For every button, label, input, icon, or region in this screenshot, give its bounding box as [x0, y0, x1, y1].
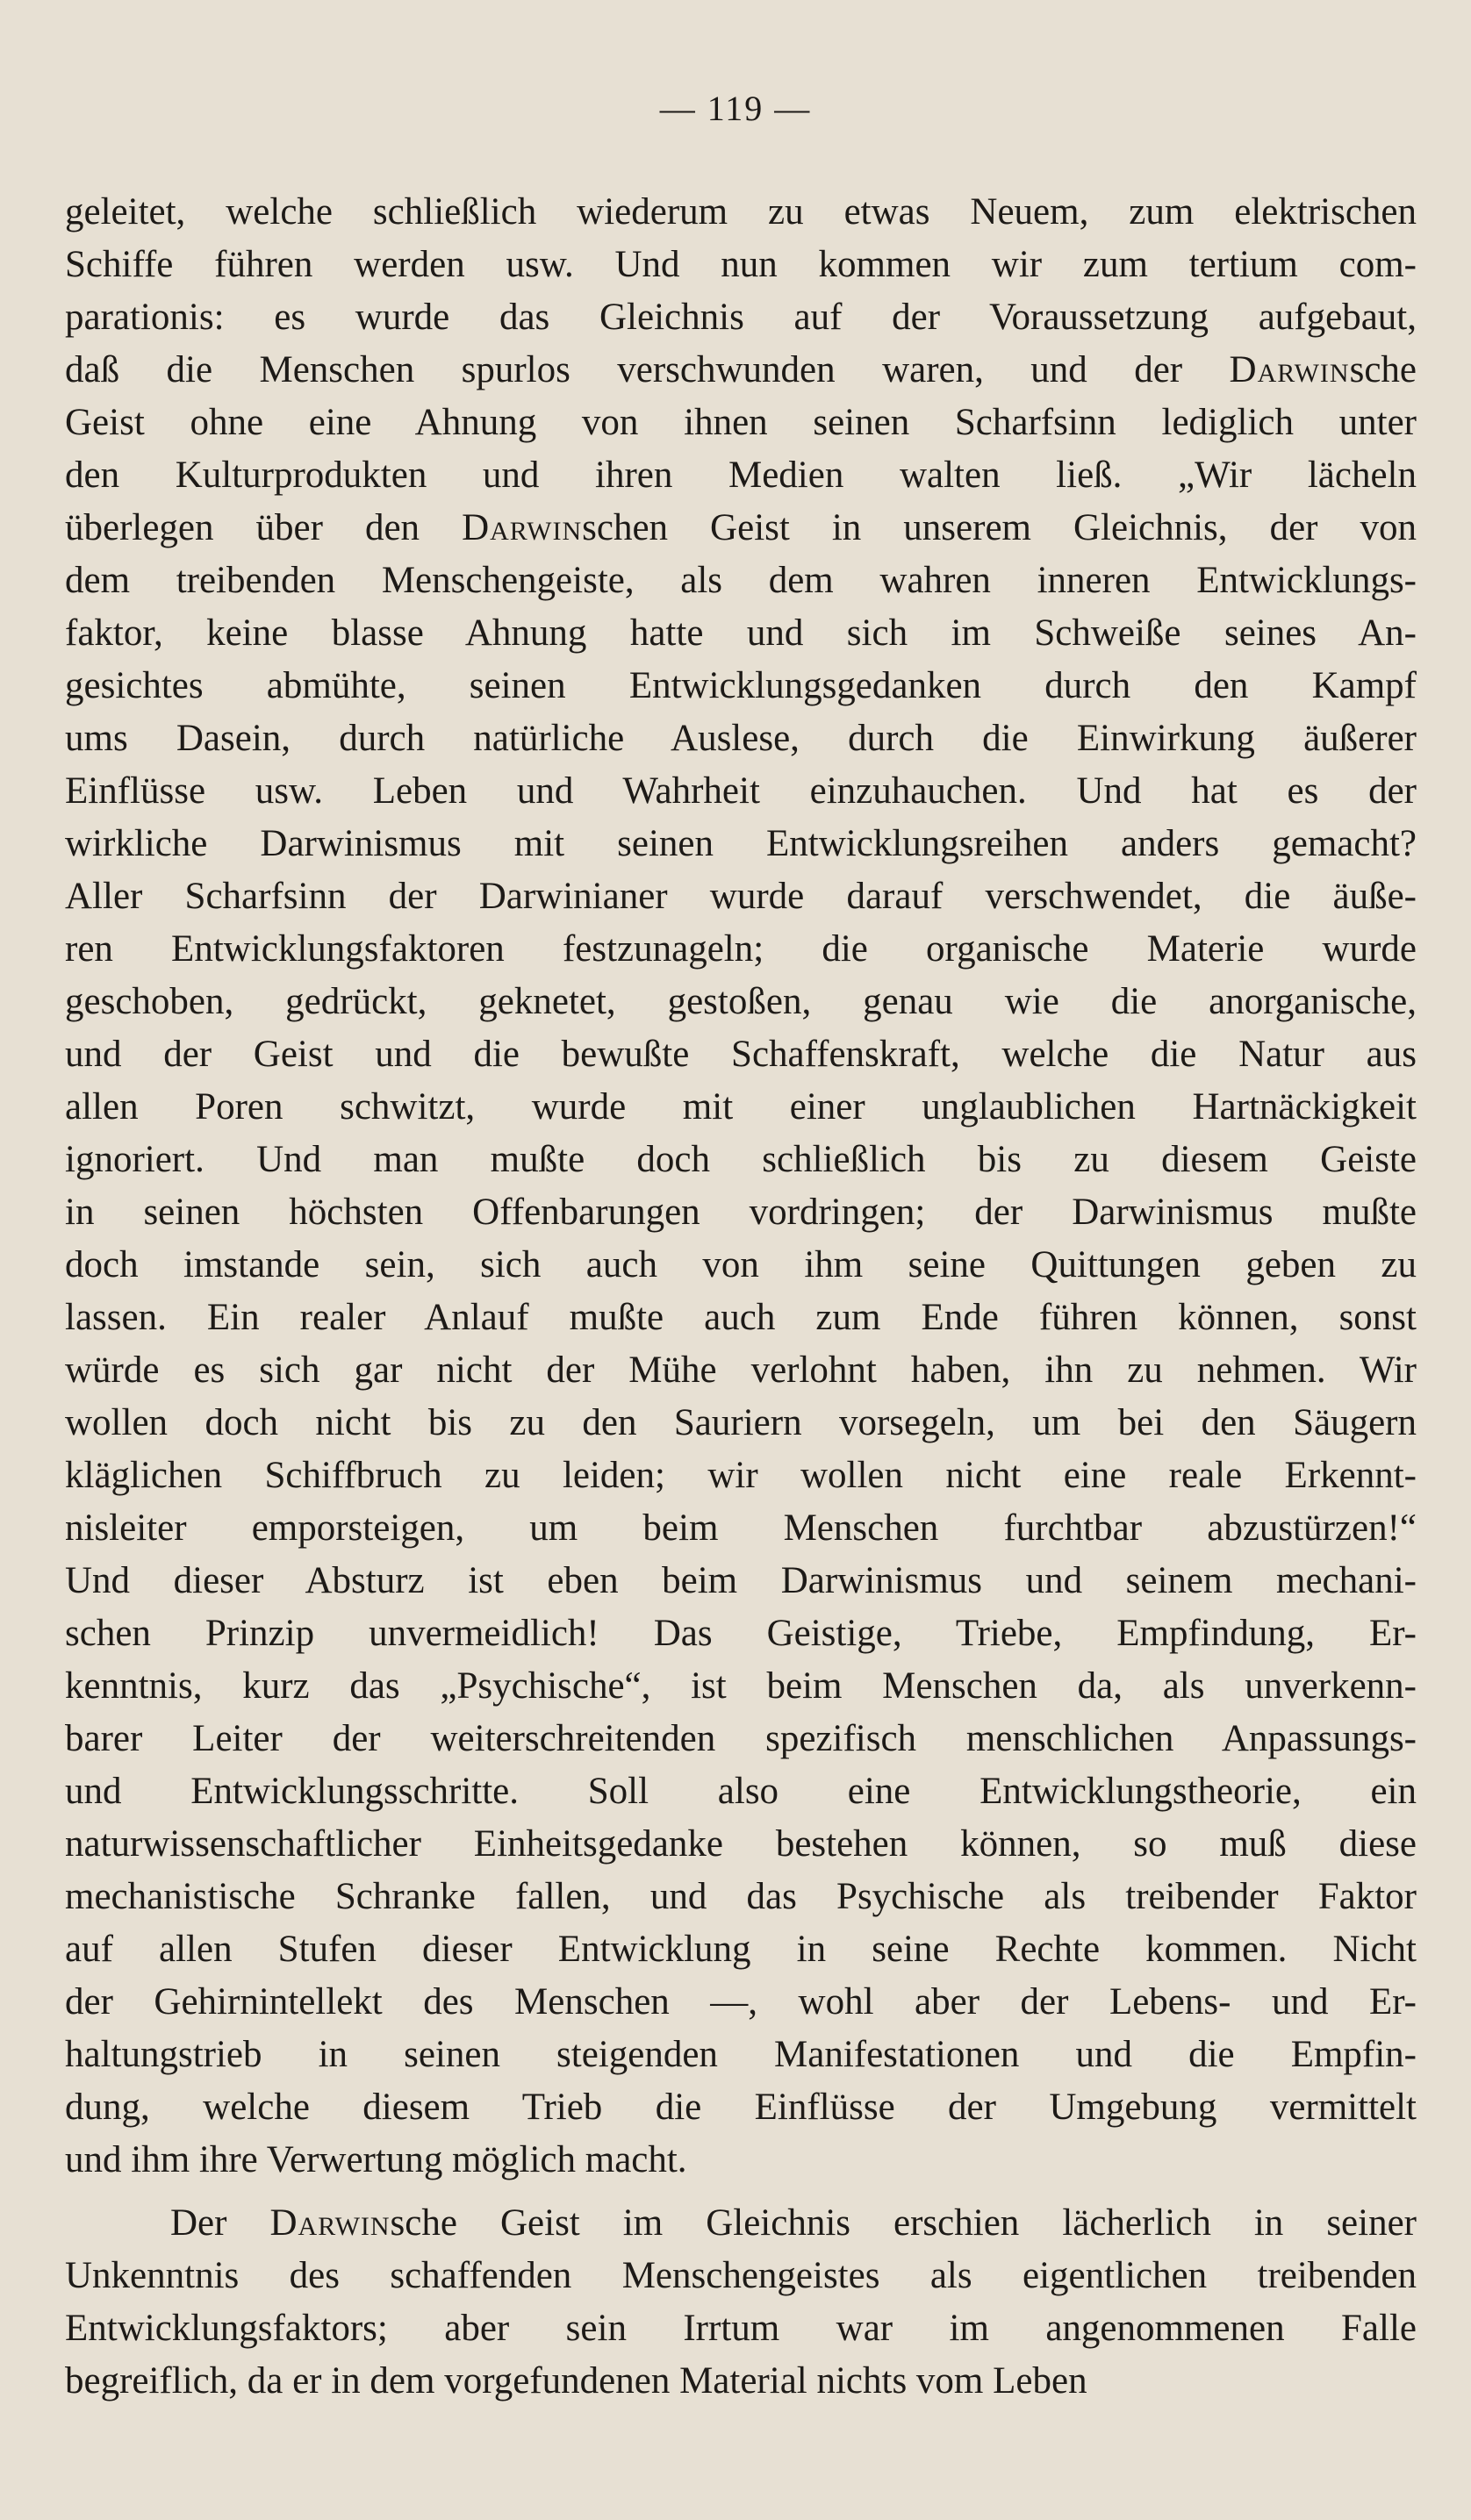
body-text: [65, 186, 1417, 2408]
text-line: nisleiter emporsteigen, um beim Menschen furchtbar abzustürzen!“: [65, 1507, 1417, 1549]
text-line: und der Geist und die bewußte Schaffenskraft, welche die Natur aus: [65, 1034, 1417, 1075]
author-name-smallcaps: Darwin: [269, 2202, 391, 2244]
paragraph-1: [65, 186, 1417, 2187]
text-line: Schiffe führen werden usw. Und nun kommen wir zum tertium com-: [65, 244, 1417, 285]
text-line: parationis: es wurde das Gleichnis auf der Voraussetzung aufgebaut,: [65, 297, 1417, 338]
text-line: der Gehirnintellekt des Menschen —, wohl aber der Lebens- und Er-: [65, 1981, 1417, 2022]
text-line: Geist ohne eine Ahnung von ihnen seinen Scharfsinn lediglich unter: [65, 402, 1417, 443]
text-line: Der Darwinsche Geist im Gleichnis erschien lächerlich in seiner: [170, 2202, 1417, 2244]
text-line: überlegen über den Darwinschen Geist in unserem Gleichnis, der von: [65, 507, 1417, 548]
text-line: ren Entwicklungsfaktoren festzunageln; die organische Materie wurde: [65, 928, 1417, 970]
author-name-smallcaps: Darwin: [462, 507, 583, 548]
text-line: dung, welche diesem Trieb die Einflüsse der Umgebung vermittelt: [65, 2087, 1417, 2128]
text-line: Aller Scharfsinn der Darwinianer wurde darauf verschwendet, die äuße-: [65, 876, 1417, 917]
text-line: ignoriert. Und man mußte doch schließlich bis zu diesem Geiste: [65, 1139, 1417, 1180]
text-line: Entwicklungsfaktors; aber sein Irrtum war im angenommenen Falle: [65, 2308, 1417, 2349]
text-line: daß die Menschen spurlos verschwunden waren, und der Darwinsche: [65, 349, 1417, 390]
text-line: und Entwicklungsschritte. Soll also eine Entwicklungstheorie, ein: [65, 1771, 1417, 1812]
text-line: wollen doch nicht bis zu den Sauriern vorsegeln, um bei den Säugern: [65, 1402, 1417, 1443]
paragraph-2: [65, 2197, 1417, 2408]
text-line: lassen. Ein realer Anlauf mußte auch zum Ende führen können, sonst: [65, 1297, 1417, 1338]
author-name-smallcaps: Darwin: [1229, 349, 1350, 390]
text-line: barer Leiter der weiterschreitenden spezifisch menschlichen Anpassungs-: [65, 1718, 1417, 1759]
text-line: gesichtes abmühte, seinen Entwicklungsgedanken durch den Kampf: [65, 665, 1417, 706]
text-line: mechanistische Schranke fallen, und das Psychische als treibender Faktor: [65, 1876, 1417, 1917]
text-line: kläglichen Schiffbruch zu leiden; wir wollen nicht eine reale Erkennt-: [65, 1455, 1417, 1496]
text-line: und ihm ihre Verwertung möglich macht.: [65, 2139, 687, 2180]
page-number: — 119 —: [659, 89, 812, 128]
text-line: Unkenntnis des schaffenden Menschengeistes als eigentlichen treibenden: [65, 2255, 1417, 2296]
text-line: würde es sich gar nicht der Mühe verlohnt haben, ihn zu nehmen. Wir: [65, 1349, 1417, 1391]
text-line: geschoben, gedrückt, geknetet, gestoßen, genau wie die anorganische,: [65, 981, 1417, 1022]
text-line: naturwissenschaftlicher Einheitsgedanke bestehen können, so muß diese: [65, 1823, 1417, 1865]
text-line: geleitet, welche schließlich wiederum zu etwas Neuem, zum elektrischen: [65, 191, 1417, 233]
text-line: faktor, keine blasse Ahnung hatte und sich im Schweiße seines An-: [65, 612, 1417, 654]
text-line: wirkliche Darwinismus mit seinen Entwicklungsreihen anders gemacht?: [65, 823, 1417, 864]
text-line: in seinen höchsten Offenbarungen vordringen; der Darwinismus mußte: [65, 1192, 1417, 1233]
text-line: den Kulturprodukten und ihren Medien walten ließ. „Wir lächeln: [65, 455, 1417, 496]
text-line: ums Dasein, durch natürliche Auslese, durch die Einwirkung äußerer: [65, 718, 1417, 759]
text-line: dem treibenden Menschengeiste, als dem wahren inneren Entwicklungs-: [65, 560, 1417, 601]
text-line: Einflüsse usw. Leben und Wahrheit einzuhauchen. Und hat es der: [65, 770, 1417, 812]
text-line: auf allen Stufen dieser Entwicklung in seine Rechte kommen. Nicht: [65, 1929, 1417, 1970]
text-line: haltungstrieb in seinen steigenden Manifestationen und die Empfin-: [65, 2034, 1417, 2075]
text-line: kenntnis, kurz das „Psychische“, ist beim Menschen da, als unverkenn-: [65, 1665, 1417, 1707]
text-line: begreiflich, da er in dem vorgefundenen Material nichts vom Leben: [65, 2360, 1087, 2402]
text-line: doch imstande sein, sich auch von ihm seine Quittungen geben zu: [65, 1244, 1417, 1285]
text-line: schen Prinzip unvermeidlich! Das Geistige, Triebe, Empfindung, Er-: [65, 1613, 1417, 1654]
text-line: Und dieser Absturz ist eben beim Darwinismus und seinem mechani-: [65, 1560, 1417, 1601]
text-line: allen Poren schwitzt, wurde mit einer unglaublichen Hartnäckigkeit: [65, 1086, 1417, 1128]
